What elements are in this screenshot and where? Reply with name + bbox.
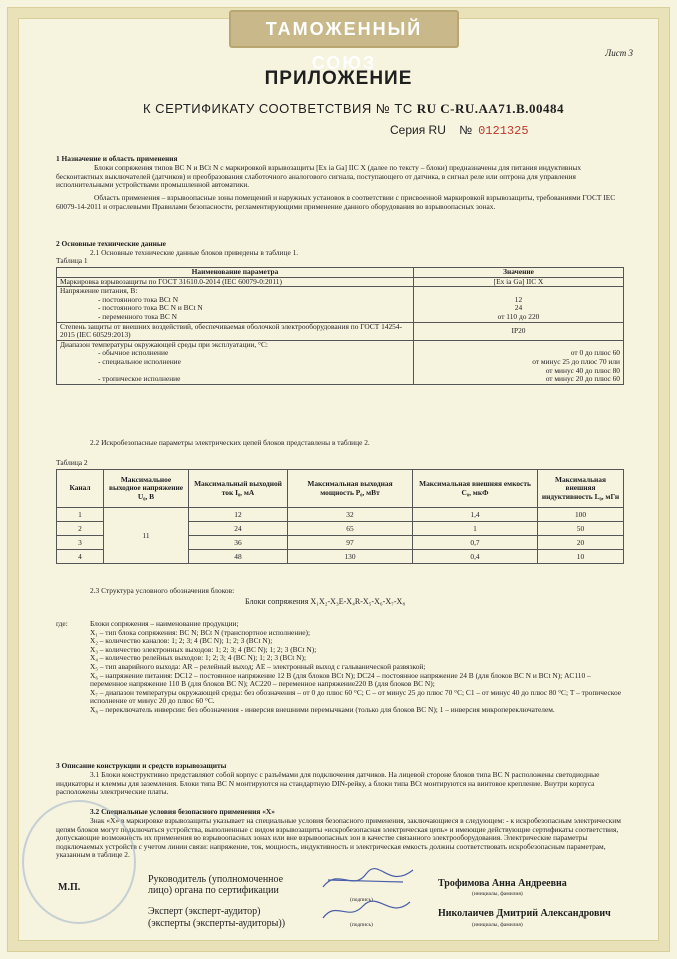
section-2-1: 2.1 Основные технические данные блоков приведены в таблице 1. (90, 248, 299, 257)
t2-cell: 1 (57, 508, 104, 522)
t1-temp-title: Диапазон температуры окружающей среды при эксплуатации, °С: (60, 339, 268, 349)
certificate-line (143, 101, 564, 117)
t2-cell: 97 (288, 536, 413, 550)
t2-cell: 0,7 (413, 536, 538, 550)
t2-cell: 24 (189, 522, 288, 536)
head-sign-caption: (подпись) (350, 897, 373, 903)
table-2 (56, 469, 624, 564)
t2-cell: 1 (413, 522, 538, 536)
head-signature (318, 862, 418, 896)
certificate-prefix: К СЕРТИФИКАТУ СООТВЕТСТВИЯ № ТС (143, 101, 413, 116)
t2-cell: 48 (189, 550, 288, 564)
legend-item: X₅ – тип аварийного выхода: AR – релейный выход; AE – электронный выход с гальванической развязкой; (90, 661, 426, 671)
t1-voltage-param (57, 287, 414, 322)
t2-cell: 130 (288, 550, 413, 564)
t2-cell: 36 (189, 536, 288, 550)
t1-voltage-c: - переменного тока BC N (98, 311, 177, 321)
t2-cell: 2 (57, 522, 104, 536)
series-label: Серия RU (390, 123, 446, 137)
t2-cell: 20 (538, 536, 624, 550)
certificate-number: RU C-RU.AA71.B.00484 (416, 101, 564, 116)
section-1-para-1: Блоки сопряжения типов BC N и BCt N с маркировкой взрывозащиты [Ex ia Ga] IIC X (далее по тексту – блоки) предназначены для питания индуктивных бесконтактных выключателей (датчиков) и преобразования слаботочного аналогового сигнала, поступающего от датчика, в сигнал реле или оптрона для управления исполнительными устройствами промышленной автоматики. (56, 163, 582, 190)
t2-header-voltage: Максимальное выходное напряжение U₀, В (104, 470, 189, 508)
series-number: 0121325 (478, 124, 529, 138)
legend-item: X₁ – тип блока сопряжения: BC N; BCt N (транспортное исполнение); (90, 627, 311, 637)
t1-ip-param: Степень защиты от внешних воздействий, обеспечиваемая оболочкой электрооборудования по ГОСТ 14254-2015 (IEC 60529:2013) (57, 322, 414, 340)
series-line (390, 123, 529, 138)
section-2-2: 2.2 Искробезопасные параметры электрических цепей блоков представлены в таблице 2. (90, 438, 370, 447)
t1-temp-b: - специальное исполнение (98, 356, 181, 366)
section-3-2-heading: 3.2 Специальные условия безопасного применения «X» (90, 807, 275, 816)
where-label: где: (56, 619, 68, 628)
section-1-heading: 1 Назначение и область применения (56, 154, 178, 163)
legend-item: X₂ – количество каналов: 1; 2; 3; 4 (BC N); 1; 2; 3 (BCt N); (90, 636, 273, 646)
t1-voltage-va: 12 (514, 294, 523, 304)
expert-name: Николаичев Дмитрий Александрович (438, 908, 611, 919)
t1-voltage-b: - постоянного тока BC N и BCt N (98, 303, 203, 313)
t2-cell: 12 (189, 508, 288, 522)
table-row (57, 508, 624, 522)
t2-cell: 3 (57, 536, 104, 550)
series-no-label: № (459, 123, 473, 137)
legend-item: X₆ – напряжение питания: DC12 – постоянное напряжение 12 В (для блоков BCt N); DC24 – постоянное напряжение 24 В (для блоков BC N и BCt N); AC110 – переменное напряжение 110 В (для блоков BC N); AC220 – переменное напряжение220 В (для блоков BC N); (90, 670, 591, 689)
t2-cell: 10 (538, 550, 624, 564)
t2-header-power: Максимальная выходная мощность P₀, мВт (288, 470, 413, 508)
t2-voltage-cell: 11 (104, 508, 189, 564)
t2-header-inductance: Максимальная внешняя индуктивность L₀, мГн (538, 470, 624, 508)
head-label-2: лицо) органа по сертификации (148, 885, 279, 896)
legend-item: X₃ – количество электронных выходов: 1; 2; 3; 4 (BC N); 1; 2; 3 (BCt N); (90, 644, 317, 654)
expert-name-caption: (инициалы, фамилия) (472, 922, 523, 928)
section-2-3: 2.3 Структура условного обозначения блоков: (90, 586, 235, 595)
head-name-caption: (инициалы, фамилия) (472, 891, 523, 897)
t2-header-current: Максимальный выходной ток I₀, мА (189, 470, 288, 508)
designation-formula: Блоки сопряжения X₁X₂-X₃E-X₄R-X₅-X₆-X₇-X₈ (245, 597, 406, 606)
t1-marking-value: [Ex ia Ga] IIC X (414, 277, 624, 287)
expert-label-1: Эксперт (эксперт-аудитор) (148, 906, 261, 917)
sheet-number: Лист 3 (605, 48, 633, 58)
section-3-2: Знак «X» в маркировке взрывозащиты указывает на специальные условия безопасного применения, заключающиеся в следующем: - к искробезопасным электрическим цепям блоков могут подключаться устройства, выполненные с видом взрывозащиты «искробезопасная электрическая цепь» и имеющие действующие сертификаты соответствия, допускающие возможность их применения во взрывоопасных зонах или вне взрывоопасных зон в качестве связанного электрооборудования. Электрические параметры подключаемых устройств с учетом линии связи: напряжение, ток, мощность, индуктивность и электрическая емкость должны соответствовать искробезопасным параметрам, указанным в таблице 2. (56, 816, 621, 860)
t2-cell: 100 (538, 508, 624, 522)
legend-item: X₇ – диапазон температуры окружающей среды: без обозначения – от 0 до плюс 60 °С; C – от минус 25 до плюс 70 °С; C1 – от минус 40 до плюс 80 °С; T – тропическое исполнение от минус 20 до плюс 60 °С. (90, 687, 622, 706)
t2-cell: 4 (57, 550, 104, 564)
t1-marking-param: Маркировка взрывозащиты по ГОСТ 31610.0-2014 (IEC 60079-0:2011) (57, 277, 414, 287)
t2-header-capacity: Максимальная внешняя емкость C₀, мкФ (413, 470, 538, 508)
t1-voltage-a: - постоянного тока BCt N (98, 294, 179, 304)
designation-legend (90, 620, 626, 715)
t1-temp-param (57, 340, 414, 384)
section-1-para-2: Область применения – взрывоопасные зоны помещений и наружных установок в соответствии с присвоенной маркировкой взрывозащиты, требованиями ГОСТ IEC 60079-14-2011 и отраслевыми Правилами безопасности, регламентирующими применение данного оборудования во взрывоопасных зонах. (56, 193, 616, 211)
t2-cell: 65 (288, 522, 413, 536)
customs-union-banner: ТАМОЖЕННЫЙ СОЮЗ (229, 10, 459, 48)
t2-header-channel: Канал (57, 470, 104, 508)
t1-voltage-title: Напряжение питания, В: (60, 286, 138, 296)
section-3-1: 3.1 Блоки конструктивно представляют собой корпус с разъёмами для подключения датчиков. На лицевой стороне блоков типа BC N расположены светодиодные индикаторы и клеммы для заземления. Блоки типа BC N монтируются на стандартную DIN-рейку, а блоки типа BCt монтируются на винтовое крепление. Внутри корпуса расположены электрические платы. (56, 770, 600, 797)
t1-header-value: Значение (414, 268, 624, 278)
legend-item: X₈ – переключатель инверсии: без обозначения - инверсия внешними перемычками (только для блоков BC N); 1 – инверсия микропереключателем. (90, 704, 555, 714)
t1-voltage-vc: от 110 до 220 (497, 311, 540, 321)
t1-ip-value: IP20 (414, 322, 624, 340)
t1-temp-c: - тропическое исполнение (98, 374, 181, 384)
mp-label: М.П. (58, 882, 81, 893)
t1-voltage-vb: 24 (514, 303, 523, 313)
t1-header-param: Наименование параметра (57, 268, 414, 278)
section-2-heading: 2 Основные технические данные (56, 239, 166, 248)
t2-cell: 0,4 (413, 550, 538, 564)
t1-temp-values (414, 340, 624, 384)
t1-temp-vb: от минус 25 до плюс 70 или (532, 356, 620, 366)
table-2-label: Таблица 2 (56, 458, 88, 467)
t2-cell: 1,4 (413, 508, 538, 522)
seal-stamp (22, 800, 136, 924)
section-3-heading: 3 Описание конструкции и средств взрывозащиты (56, 761, 227, 770)
page-title: ПРИЛОЖЕНИЕ (264, 68, 413, 89)
t1-temp-a: - обычное исполнение (98, 348, 169, 358)
t2-cell: 32 (288, 508, 413, 522)
t1-voltage-values (414, 287, 624, 322)
table-1 (56, 267, 624, 385)
t1-temp-vb2: от минус 40 до плюс 80 (545, 365, 620, 375)
t1-temp-vc: от минус 20 до плюс 60 (545, 374, 620, 384)
t1-temp-va: от 0 до плюс 60 (570, 348, 620, 358)
legend-item: Блоки сопряжения – наименование продукции; (90, 619, 239, 628)
expert-sign-caption: (подпись) (350, 922, 373, 928)
table-1-label: Таблица 1 (56, 256, 88, 265)
t2-cell: 50 (538, 522, 624, 536)
legend-item: X₄ – количество релейных выходов: 1; 2; 3; 4 (BC N); 1; 2; 3 (BCt N); (90, 653, 307, 663)
expert-label-2: (эксперты (эксперты-аудиторы)) (148, 918, 286, 929)
head-name: Трофимова Анна Андреевна (438, 878, 567, 889)
head-label-1: Руководитель (уполномоченное (148, 874, 284, 885)
